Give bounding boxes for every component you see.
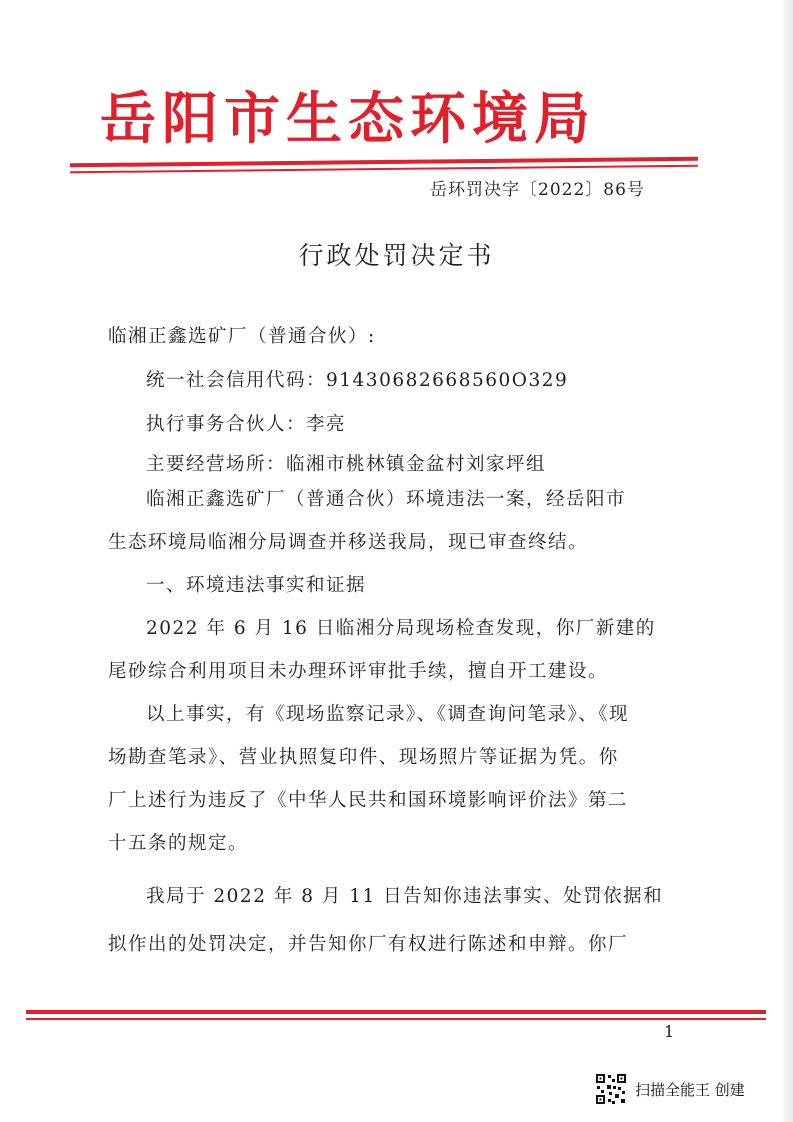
page-number: 1	[664, 1022, 675, 1041]
body-line: 以上事实，有《现场监察记录》、《调查询问笔录》、《现	[146, 704, 630, 725]
body-line: 2022 年 6 月 16 日临湘分局现场检查发现，你厂新建的	[146, 618, 656, 639]
section-heading: 一、环境违法事实和证据	[146, 575, 367, 596]
body-line: 生态环境局临湘分局调查并移送我局，现已审查终结。	[108, 532, 589, 553]
body-line: 十五条的规定。	[108, 833, 249, 854]
document-number: 岳环罚决字〔2022〕86号	[430, 180, 645, 200]
agency-title: 岳阳市生态环境局	[100, 86, 596, 152]
recipient-line: 临湘正鑫选矿厂（普通合伙）:	[108, 326, 376, 347]
credit-code-line: 统一社会信用代码：91430682668560O329	[146, 370, 569, 391]
body-line: 拟作出的处罚决定，并告知你厂有权进行陈述和申辩。你厂	[108, 934, 629, 955]
scanner-label: 扫描全能王 创建	[635, 1080, 745, 1099]
body-line: 场勘查笔录》、营业执照复印件、现场照片等证据为凭。你	[108, 747, 619, 768]
body-line: 厂上述行为违反了《中华人民共和国环境影响评价法》第二	[108, 790, 629, 811]
footer-rule-bottom	[26, 1018, 766, 1020]
address-line: 主要经营场所：临湘市桃林镇金盆村刘家坪组	[146, 454, 547, 475]
document-title: 行政处罚决定书	[298, 241, 495, 270]
scanner-watermark	[595, 1072, 775, 1106]
scan-edge	[779, 0, 793, 1122]
qr-code-icon	[595, 1073, 627, 1105]
body-line: 我局于 2022 年 8 月 11 日告知你违法事实、处罚依据和	[146, 886, 664, 907]
body-line: 尾砂综合利用项目未办理环评审批手续，擅自开工建设。	[108, 661, 609, 682]
partner-line: 执行事务合伙人：李亮	[146, 414, 347, 435]
body-line: 临湘正鑫选矿厂（普通合伙）环境违法一案，经岳阳市	[146, 489, 627, 510]
footer-rule-top	[26, 1010, 766, 1014]
